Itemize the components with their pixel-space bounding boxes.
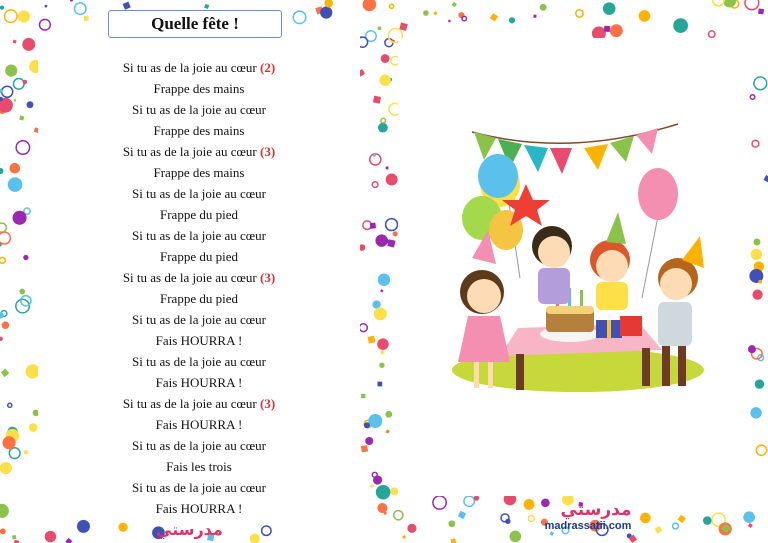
- confetti-shape: [2, 436, 15, 449]
- repeat-count: (3): [260, 396, 276, 411]
- poem-line: [38, 225, 360, 246]
- confetti-shape: [8, 403, 12, 407]
- girl-center: [590, 212, 630, 310]
- poem-line-text: Si tu as de la joie au cœur: [132, 102, 266, 117]
- confetti-shape: [45, 531, 56, 542]
- confetti-shape: [604, 26, 610, 32]
- poem-line-text: Frappe des mains: [153, 123, 245, 138]
- confetti-shape: [373, 475, 382, 484]
- page-title: Quelle fête !: [151, 14, 239, 33]
- confetti-shape: [1, 369, 10, 378]
- poem-line-text: Frappe des mains: [153, 81, 245, 96]
- confetti-shape: [0, 232, 10, 244]
- confetti-shape: [18, 10, 30, 22]
- confetti-shape: [378, 26, 382, 30]
- confetti-shape: [378, 123, 388, 133]
- confetti-shape: [380, 350, 384, 354]
- confetti-shape: [448, 520, 455, 527]
- confetti-shape: [74, 3, 86, 15]
- confetti-shape: [462, 16, 467, 21]
- confetti-shape: [374, 307, 387, 320]
- confetti-shape: [29, 423, 38, 432]
- page-title-box: [108, 10, 282, 38]
- confetti-shape: [65, 538, 72, 543]
- confetti-shape: [752, 290, 762, 300]
- confetti-shape: [764, 175, 768, 182]
- confetti-shape: [0, 337, 3, 341]
- confetti-shape: [745, 0, 759, 10]
- confetti-shape: [364, 422, 370, 428]
- confetti-shape: [751, 249, 762, 260]
- confetti-shape: [0, 528, 6, 534]
- confetti-shape: [379, 74, 390, 85]
- confetti-shape: [27, 101, 34, 108]
- confetti-shape: [13, 40, 17, 44]
- confetti-shape: [24, 450, 28, 454]
- confetti-shape: [386, 219, 398, 231]
- poem-line-text: Frappe du pied: [160, 249, 238, 264]
- confetti-shape: [758, 8, 764, 14]
- confetti-shape: [501, 514, 509, 522]
- confetti-shape: [464, 496, 474, 506]
- confetti-shape: [13, 79, 24, 90]
- poem-line-text: Frappe du pied: [160, 291, 238, 306]
- confetti-shape: [378, 274, 390, 286]
- brand-logo-right: [546, 500, 646, 533]
- poem-line: [38, 393, 360, 414]
- confetti-shape: [448, 20, 451, 23]
- confetti-shape: [748, 523, 753, 528]
- confetti-shape: [743, 511, 755, 523]
- confetti-shape: [324, 0, 333, 7]
- poem-line-text: Frappe du pied: [160, 207, 238, 222]
- confetti-shape: [381, 54, 390, 63]
- confetti-shape: [359, 324, 367, 332]
- poem-line-text: Si tu as de la joie au cœur: [132, 438, 266, 453]
- brand-arabic: مدرستي: [560, 500, 632, 520]
- confetti-shape: [40, 19, 51, 30]
- poem-line: [38, 372, 360, 393]
- confetti-shape: [458, 511, 466, 519]
- poem-line-text: Si tu as de la joie au cœur: [132, 186, 266, 201]
- brand-url: madrassatii.com: [544, 520, 632, 532]
- confetti-shape: [14, 99, 16, 101]
- confetti-shape: [19, 289, 25, 295]
- poem-line: [38, 204, 360, 225]
- confetti-shape: [361, 445, 368, 452]
- confetti-shape: [0, 223, 6, 232]
- confetti-shape: [394, 511, 403, 520]
- confetti-shape: [370, 223, 376, 229]
- poem-line-text: Si tu as de la joie au cœur: [132, 480, 266, 495]
- poem-line-text: Si tu as de la joie au cœur: [132, 312, 266, 327]
- confetti-shape: [372, 182, 378, 188]
- confetti-shape: [376, 485, 391, 500]
- poem-line: [38, 330, 360, 351]
- poem-line: [38, 120, 360, 141]
- confetti-shape: [755, 379, 764, 388]
- confetti-shape: [533, 15, 536, 18]
- repeat-count: (3): [260, 270, 276, 285]
- confetti-shape: [423, 10, 429, 16]
- confetti-shape: [13, 211, 27, 225]
- confetti-shape: [452, 2, 457, 7]
- confetti-shape: [5, 65, 17, 77]
- confetti-shape: [754, 77, 767, 90]
- confetti-shape: [10, 163, 21, 174]
- confetti-shape: [753, 239, 760, 246]
- confetti-shape: [748, 345, 756, 353]
- confetti-shape: [708, 31, 715, 38]
- confetti-shape: [23, 80, 27, 84]
- confetti-shape: [509, 531, 521, 543]
- poem-line: [38, 288, 360, 309]
- confetti-shape: [654, 526, 662, 534]
- confetti-shape: [84, 16, 89, 21]
- poem-line-text: Si tu as de la joie au cœur: [122, 144, 257, 159]
- confetti-shape: [70, 0, 73, 2]
- confetti-shape: [677, 515, 685, 523]
- confetti-shape: [377, 338, 389, 350]
- confetti-shape: [22, 38, 35, 51]
- poem-line: [38, 351, 360, 372]
- poem-line-text: Frappe des mains: [153, 165, 245, 180]
- confetti-shape: [8, 177, 23, 192]
- poem-line-text: Fais HOURRA !: [155, 375, 243, 390]
- confetti-shape: [377, 382, 382, 387]
- confetti-shape: [723, 0, 736, 7]
- boy-center: [532, 226, 572, 304]
- poem-line: [38, 414, 360, 435]
- poem-line-text: Si tu as de la joie au cœur: [122, 396, 257, 411]
- confetti-shape: [361, 394, 366, 399]
- poem-line-text: Fais HOURRA !: [155, 333, 243, 348]
- confetti-shape: [19, 115, 24, 120]
- confetti-shape: [474, 495, 479, 500]
- confetti-shape: [713, 0, 725, 6]
- confetti-shape: [433, 496, 446, 509]
- confetti-shape: [407, 524, 416, 533]
- confetti-shape: [399, 22, 407, 30]
- repeat-count: (2): [260, 60, 276, 75]
- confetti-shape: [750, 95, 755, 100]
- poem-line: [38, 498, 360, 519]
- confetti-shape: [123, 2, 131, 10]
- confetti-shape: [0, 5, 4, 9]
- confetti-shape: [390, 4, 394, 8]
- confetti-shape: [118, 523, 127, 532]
- poem-line: [38, 477, 360, 498]
- repeat-count: (3): [260, 144, 276, 159]
- confetti-shape: [490, 13, 498, 21]
- confetti-shape: [610, 24, 623, 37]
- confetti-shape: [750, 407, 761, 418]
- poem-line: [38, 57, 360, 78]
- confetti-shape: [250, 534, 260, 543]
- confetti-shape: [540, 4, 547, 11]
- confetti-shape: [752, 140, 759, 147]
- confetti-shape: [2, 86, 13, 97]
- confetti-shape: [204, 4, 209, 9]
- confetti-shape: [0, 257, 5, 263]
- confetti-shape: [509, 17, 515, 23]
- confetti-shape: [0, 312, 4, 318]
- confetti-shape: [77, 520, 90, 533]
- confetti-shape: [450, 538, 456, 543]
- confetti-shape: [16, 141, 29, 154]
- poem-line: [38, 141, 360, 162]
- confetti-shape: [381, 118, 386, 123]
- poem-line: [38, 435, 360, 456]
- confetti-shape: [373, 96, 381, 104]
- confetti-shape: [0, 504, 9, 518]
- confetti-shape: [371, 484, 374, 487]
- confetti-shape: [386, 429, 390, 433]
- poem-line: [38, 246, 360, 267]
- poem-line: [38, 78, 360, 99]
- confetti-shape: [758, 280, 762, 284]
- poem-line: [38, 183, 360, 204]
- confetti-shape: [2, 321, 10, 329]
- poem-line-text: Fais les trois: [166, 459, 232, 474]
- confetti-shape: [703, 516, 712, 525]
- confetti-shape: [603, 2, 616, 15]
- confetti-shape: [375, 234, 387, 246]
- confetti-shape: [377, 503, 387, 513]
- confetti-shape: [379, 363, 384, 368]
- poem-line-text: Fais HOURRA !: [155, 417, 243, 432]
- confetti-shape: [12, 535, 16, 539]
- brand-logo-left: مدرستي: [156, 520, 223, 539]
- birthday-party-illustration: [430, 118, 720, 398]
- confetti-shape: [363, 0, 376, 11]
- poem-line: [38, 309, 360, 330]
- confetti-shape: [386, 166, 389, 169]
- confetti-shape: [262, 526, 271, 535]
- confetti-shape: [433, 11, 437, 15]
- confetti-shape: [756, 445, 766, 455]
- poem-line: [38, 267, 360, 288]
- poem-line: [38, 99, 360, 120]
- confetti-shape: [0, 168, 3, 174]
- confetti-shape: [293, 11, 306, 24]
- poem-line-text: Si tu as de la joie au cœur: [132, 228, 266, 243]
- poem-line: [38, 456, 360, 477]
- confetti-shape: [23, 255, 28, 260]
- poem-line-text: Si tu as de la joie au cœur: [122, 60, 257, 75]
- poem-line-text: Fais HOURRA !: [155, 501, 243, 516]
- gift-boxes: [596, 316, 642, 338]
- poem-line-text: Si tu as de la joie au cœur: [132, 354, 266, 369]
- confetti-shape: [673, 523, 679, 529]
- confetti-shape: [386, 174, 398, 186]
- confetti-shape: [639, 10, 651, 22]
- confetti-shape: [0, 462, 12, 474]
- confetti-shape: [576, 10, 583, 17]
- confetti-shape: [9, 448, 20, 459]
- confetti-shape: [380, 289, 383, 292]
- confetti-shape: [4, 10, 17, 23]
- poem-line: [38, 162, 360, 183]
- confetti-shape: [524, 499, 535, 510]
- confetti-shape: [385, 411, 392, 418]
- confetti-shape: [368, 336, 376, 344]
- confetti-shape: [673, 18, 688, 33]
- confetti-shape: [402, 535, 406, 539]
- confetti-shape: [365, 437, 373, 445]
- poem-line-text: Si tu as de la joie au cœur: [122, 270, 257, 285]
- confetti-shape: [368, 414, 382, 428]
- confetti-shape: [320, 6, 332, 18]
- confetti-shape: [45, 5, 48, 8]
- poem-lines: [38, 57, 360, 519]
